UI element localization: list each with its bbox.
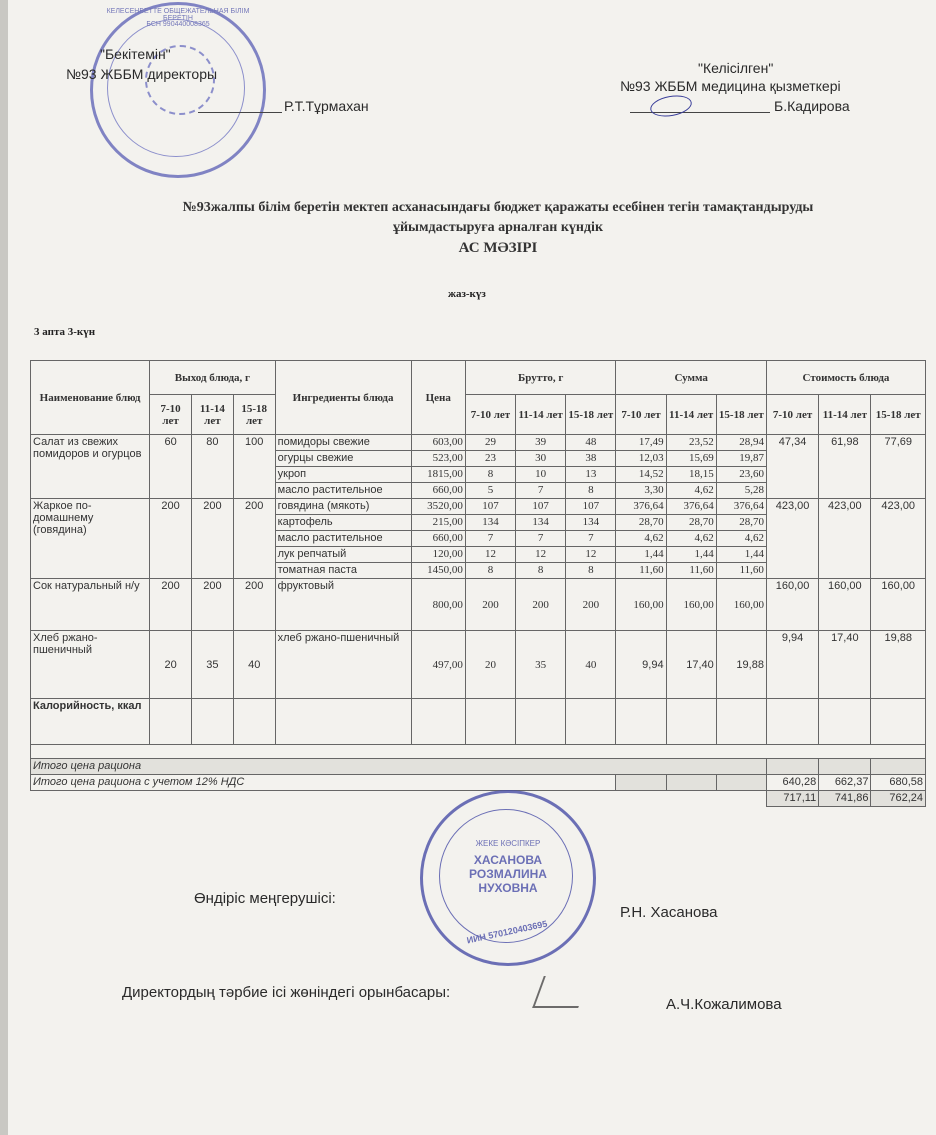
seal-code: БСН 990440008365 bbox=[146, 21, 210, 28]
cost-cell: 160,00 bbox=[766, 579, 818, 631]
cost-cell: 160,00 bbox=[819, 579, 871, 631]
empty-cell bbox=[233, 699, 275, 745]
brutto-cell: 200 bbox=[566, 579, 616, 631]
sum-cell: 28,70 bbox=[716, 515, 766, 531]
sum-cell: 28,70 bbox=[666, 515, 716, 531]
cost-cell: 17,40 bbox=[819, 631, 871, 699]
director-seal bbox=[90, 2, 266, 178]
sum-cell: 4,62 bbox=[616, 531, 666, 547]
ingredient-cell: масло растительное bbox=[275, 483, 411, 499]
cost-cell: 19,88 bbox=[871, 631, 926, 699]
header-age: 7-10 лет bbox=[465, 395, 515, 435]
output-cell: 100 bbox=[233, 435, 275, 499]
sum-cell: 19,87 bbox=[716, 451, 766, 467]
approve-name: Р.Т.Тұрмахан bbox=[284, 98, 369, 114]
dish-name: Жаркое по-домашнему (говядина) bbox=[31, 499, 150, 579]
stamp-iin: ИИН 570120403695 bbox=[465, 918, 549, 946]
dish-name: Сок натуральный н/у bbox=[31, 579, 150, 631]
empty-cell bbox=[465, 699, 515, 745]
price-cell: 215,00 bbox=[411, 515, 465, 531]
brutto-cell: 200 bbox=[465, 579, 515, 631]
ingredient-cell: говядина (мякоть) bbox=[275, 499, 411, 515]
brutto-cell: 10 bbox=[516, 467, 566, 483]
empty-cell bbox=[819, 699, 871, 745]
header-age: 7-10 лет bbox=[616, 395, 666, 435]
empty-cell bbox=[616, 775, 666, 791]
header-dish: Наименование блюд bbox=[31, 361, 150, 435]
header-cost: Стоимость блюда bbox=[766, 361, 925, 395]
price-cell: 603,00 bbox=[411, 435, 465, 451]
empty-cell bbox=[275, 699, 411, 745]
empty-cell bbox=[666, 699, 716, 745]
dish-name: Салат из свежих помидоров и огурцов bbox=[31, 435, 150, 499]
sum-cell: 9,94 bbox=[616, 631, 666, 699]
brutto-cell: 12 bbox=[516, 547, 566, 563]
empty-cell bbox=[716, 699, 766, 745]
empty-cell bbox=[666, 775, 716, 791]
price-cell: 1815,00 bbox=[411, 467, 465, 483]
vat-cell: 741,86 bbox=[819, 791, 871, 807]
stamp-name: ХАСАНОВА bbox=[473, 853, 543, 867]
entrepreneur-stamp bbox=[420, 790, 596, 966]
brutto-cell: 107 bbox=[566, 499, 616, 515]
table-row bbox=[31, 435, 926, 451]
brutto-cell: 134 bbox=[516, 515, 566, 531]
brutto-cell: 38 bbox=[566, 451, 616, 467]
header-age: 11-14 лет bbox=[516, 395, 566, 435]
total-vat-label: Итого цена рациона с учетом 12% НДС bbox=[31, 775, 616, 791]
sum-cell: 15,69 bbox=[666, 451, 716, 467]
output-cell: 80 bbox=[192, 435, 234, 499]
brutto-cell: 8 bbox=[465, 467, 515, 483]
header-age: 7-10 лет bbox=[766, 395, 818, 435]
price-cell: 660,00 bbox=[411, 531, 465, 547]
sum-cell: 4,62 bbox=[666, 483, 716, 499]
header-brutto: Брутто, г bbox=[465, 361, 616, 395]
empty-cell bbox=[566, 699, 616, 745]
cost-cell: 423,00 bbox=[766, 499, 818, 579]
sum-cell: 160,00 bbox=[616, 579, 666, 631]
brutto-cell: 200 bbox=[516, 579, 566, 631]
brutto-cell: 39 bbox=[516, 435, 566, 451]
brutto-cell: 8 bbox=[566, 563, 616, 579]
cost-cell: 423,00 bbox=[871, 499, 926, 579]
brutto-cell: 12 bbox=[566, 547, 616, 563]
brutto-cell: 40 bbox=[566, 631, 616, 699]
table-row bbox=[31, 745, 926, 759]
doc-title-line2: ұйымдастыруға арналған күндік bbox=[392, 220, 604, 235]
sum-cell: 23,52 bbox=[666, 435, 716, 451]
doc-title-main: АС МӘЗІРІ bbox=[458, 240, 538, 256]
brutto-cell: 107 bbox=[516, 499, 566, 515]
sum-cell: 14,52 bbox=[616, 467, 666, 483]
brutto-cell: 20 bbox=[465, 631, 515, 699]
sum-cell: 160,00 bbox=[666, 579, 716, 631]
sum-cell: 28,94 bbox=[716, 435, 766, 451]
prod-head-name: Р.Н. Хасанова bbox=[620, 904, 718, 921]
agreed-signature-icon bbox=[649, 93, 694, 120]
brutto-cell: 8 bbox=[516, 563, 566, 579]
brutto-cell: 7 bbox=[465, 531, 515, 547]
agreed-position: №93 ЖББМ медицина қызметкері bbox=[620, 78, 841, 94]
empty-cell bbox=[616, 699, 666, 745]
header-age: 15-18 лет bbox=[871, 395, 926, 435]
header-output: Выход блюда, г bbox=[150, 361, 275, 395]
output-cell: 200 bbox=[233, 579, 275, 631]
table-row bbox=[31, 579, 926, 631]
price-cell: 523,00 bbox=[411, 451, 465, 467]
sum-cell: 1,44 bbox=[716, 547, 766, 563]
prod-head-label: Өндіріс меңгерушісі: bbox=[194, 890, 336, 907]
agreed-title: "Келісілген" bbox=[698, 60, 774, 76]
brutto-cell: 7 bbox=[516, 483, 566, 499]
menu-table bbox=[30, 360, 926, 807]
brutto-cell: 35 bbox=[516, 631, 566, 699]
cost-cell: 423,00 bbox=[819, 499, 871, 579]
sum-cell: 3,30 bbox=[616, 483, 666, 499]
output-cell: 200 bbox=[192, 579, 234, 631]
header-age: 7-10 лет bbox=[150, 395, 192, 435]
sum-cell: 28,70 bbox=[616, 515, 666, 531]
table-row bbox=[31, 499, 926, 515]
sum-cell: 11,60 bbox=[716, 563, 766, 579]
ingredient-cell: помидоры свежие bbox=[275, 435, 411, 451]
cost-cell: 47,34 bbox=[766, 435, 818, 499]
document-page bbox=[8, 0, 936, 1135]
brutto-cell: 134 bbox=[465, 515, 515, 531]
sum-cell: 17,40 bbox=[666, 631, 716, 699]
week-day-label: 3 апта 3-күн bbox=[34, 326, 96, 338]
empty-cell bbox=[31, 791, 767, 807]
ingredient-cell: хлеб ржано-пшеничный bbox=[275, 631, 411, 699]
empty-cell bbox=[766, 699, 818, 745]
header-age: 15-18 лет bbox=[716, 395, 766, 435]
empty-cell bbox=[411, 699, 465, 745]
agreed-name: Б.Кадирова bbox=[774, 98, 850, 114]
stamp-name: РОЗМАЛИНА bbox=[469, 867, 547, 881]
brutto-cell: 8 bbox=[566, 483, 616, 499]
total-label: Итого цена рациона bbox=[31, 759, 767, 775]
brutto-cell: 5 bbox=[465, 483, 515, 499]
output-cell: 200 bbox=[150, 499, 192, 579]
sum-cell: 11,60 bbox=[616, 563, 666, 579]
approve-title: "Бекітемін" bbox=[100, 46, 171, 62]
sum-cell: 376,64 bbox=[616, 499, 666, 515]
output-cell: 200 bbox=[233, 499, 275, 579]
sum-cell: 17,49 bbox=[616, 435, 666, 451]
sum-cell: 11,60 bbox=[666, 563, 716, 579]
sum-cell: 5,28 bbox=[716, 483, 766, 499]
price-cell: 660,00 bbox=[411, 483, 465, 499]
deputy-signature-icon bbox=[532, 976, 590, 1008]
total-vat-row bbox=[31, 775, 926, 791]
ingredient-cell: картофель bbox=[275, 515, 411, 531]
calorie-label: Калорийность, ккал bbox=[31, 699, 150, 745]
sum-cell: 18,15 bbox=[666, 467, 716, 483]
ingredient-cell: томатная паста bbox=[275, 563, 411, 579]
total-cell: 640,28 bbox=[766, 775, 818, 791]
empty-cell bbox=[150, 699, 192, 745]
stamp-name: НУХОВНА bbox=[478, 881, 538, 895]
brutto-cell: 23 bbox=[465, 451, 515, 467]
output-cell: 200 bbox=[192, 499, 234, 579]
brutto-cell: 7 bbox=[516, 531, 566, 547]
vat-cell: 717,11 bbox=[766, 791, 818, 807]
brutto-cell: 13 bbox=[566, 467, 616, 483]
seal-text: КЕЛЕСЕНБЕТТЕ ОБЩЕЖАТЕЛЬНАЯ БІЛІМ БЕРЕТІН bbox=[106, 8, 250, 22]
header-sum: Сумма bbox=[616, 361, 767, 395]
brutto-cell: 134 bbox=[566, 515, 616, 531]
ingredient-cell: лук репчатый bbox=[275, 547, 411, 563]
price-cell: 3520,00 bbox=[411, 499, 465, 515]
vat-cell: 762,24 bbox=[871, 791, 926, 807]
output-cell: 40 bbox=[233, 631, 275, 699]
approve-signature-line bbox=[198, 112, 282, 113]
table-row bbox=[31, 631, 926, 699]
header-age: 15-18 лет bbox=[233, 395, 275, 435]
empty-cell bbox=[819, 759, 871, 775]
output-cell: 60 bbox=[150, 435, 192, 499]
dish-name: Хлеб ржано-пшеничный bbox=[31, 631, 150, 699]
season-label: жаз-күз bbox=[448, 288, 486, 300]
ingredient-cell: масло растительное bbox=[275, 531, 411, 547]
empty-cell bbox=[871, 699, 926, 745]
spacer-cell bbox=[31, 745, 926, 759]
sum-cell: 19,88 bbox=[716, 631, 766, 699]
ingredient-cell: фруктовый bbox=[275, 579, 411, 631]
brutto-cell: 30 bbox=[516, 451, 566, 467]
table-row bbox=[31, 699, 926, 745]
header-price: Цена bbox=[411, 361, 465, 435]
price-cell: 497,00 bbox=[411, 631, 465, 699]
empty-cell bbox=[871, 759, 926, 775]
brutto-cell: 48 bbox=[566, 435, 616, 451]
doc-title-line1: №93жалпы білім беретін мектеп асханасындағы бюджет қаражаты есебінен тегін тамақтандыруды bbox=[182, 200, 814, 215]
total-row bbox=[31, 759, 926, 775]
brutto-cell: 8 bbox=[465, 563, 515, 579]
brutto-cell: 7 bbox=[566, 531, 616, 547]
stamp-top-text: ЖЕКЕ КӘСІПКЕР bbox=[475, 839, 541, 848]
output-cell: 200 bbox=[150, 579, 192, 631]
ingredient-cell: огурцы свежие bbox=[275, 451, 411, 467]
empty-cell bbox=[516, 699, 566, 745]
brutto-cell: 12 bbox=[465, 547, 515, 563]
price-cell: 800,00 bbox=[411, 579, 465, 631]
empty-cell bbox=[192, 699, 234, 745]
sum-cell: 4,62 bbox=[716, 531, 766, 547]
sum-cell: 1,44 bbox=[616, 547, 666, 563]
brutto-cell: 107 bbox=[465, 499, 515, 515]
ingredient-cell: укроп bbox=[275, 467, 411, 483]
header-age: 11-14 лет bbox=[666, 395, 716, 435]
empty-cell bbox=[716, 775, 766, 791]
header-age: 15-18 лет bbox=[566, 395, 616, 435]
sum-cell: 23,60 bbox=[716, 467, 766, 483]
approve-position: №93 ЖББМ директоры bbox=[66, 66, 218, 82]
cost-cell: 160,00 bbox=[871, 579, 926, 631]
total-cell: 680,58 bbox=[871, 775, 926, 791]
sum-cell: 12,03 bbox=[616, 451, 666, 467]
cost-cell: 61,98 bbox=[819, 435, 871, 499]
price-cell: 1450,00 bbox=[411, 563, 465, 579]
price-cell: 120,00 bbox=[411, 547, 465, 563]
header-age: 11-14 лет bbox=[192, 395, 234, 435]
output-cell: 20 bbox=[150, 631, 192, 699]
sum-cell: 376,64 bbox=[716, 499, 766, 515]
deputy-name: А.Ч.Кожалимова bbox=[666, 996, 782, 1013]
header-ingredients: Ингредиенты блюда bbox=[275, 361, 411, 435]
output-cell: 35 bbox=[192, 631, 234, 699]
sum-cell: 376,64 bbox=[666, 499, 716, 515]
sum-cell: 4,62 bbox=[666, 531, 716, 547]
brutto-cell: 29 bbox=[465, 435, 515, 451]
deputy-label: Директордың тәрбие ісі жөніндегі орынбасары: bbox=[122, 984, 451, 1001]
cost-cell: 9,94 bbox=[766, 631, 818, 699]
sum-cell: 160,00 bbox=[716, 579, 766, 631]
empty-cell bbox=[766, 759, 818, 775]
header-age: 11-14 лет bbox=[819, 395, 871, 435]
sum-cell: 1,44 bbox=[666, 547, 716, 563]
total-cell: 662,37 bbox=[819, 775, 871, 791]
cost-cell: 77,69 bbox=[871, 435, 926, 499]
